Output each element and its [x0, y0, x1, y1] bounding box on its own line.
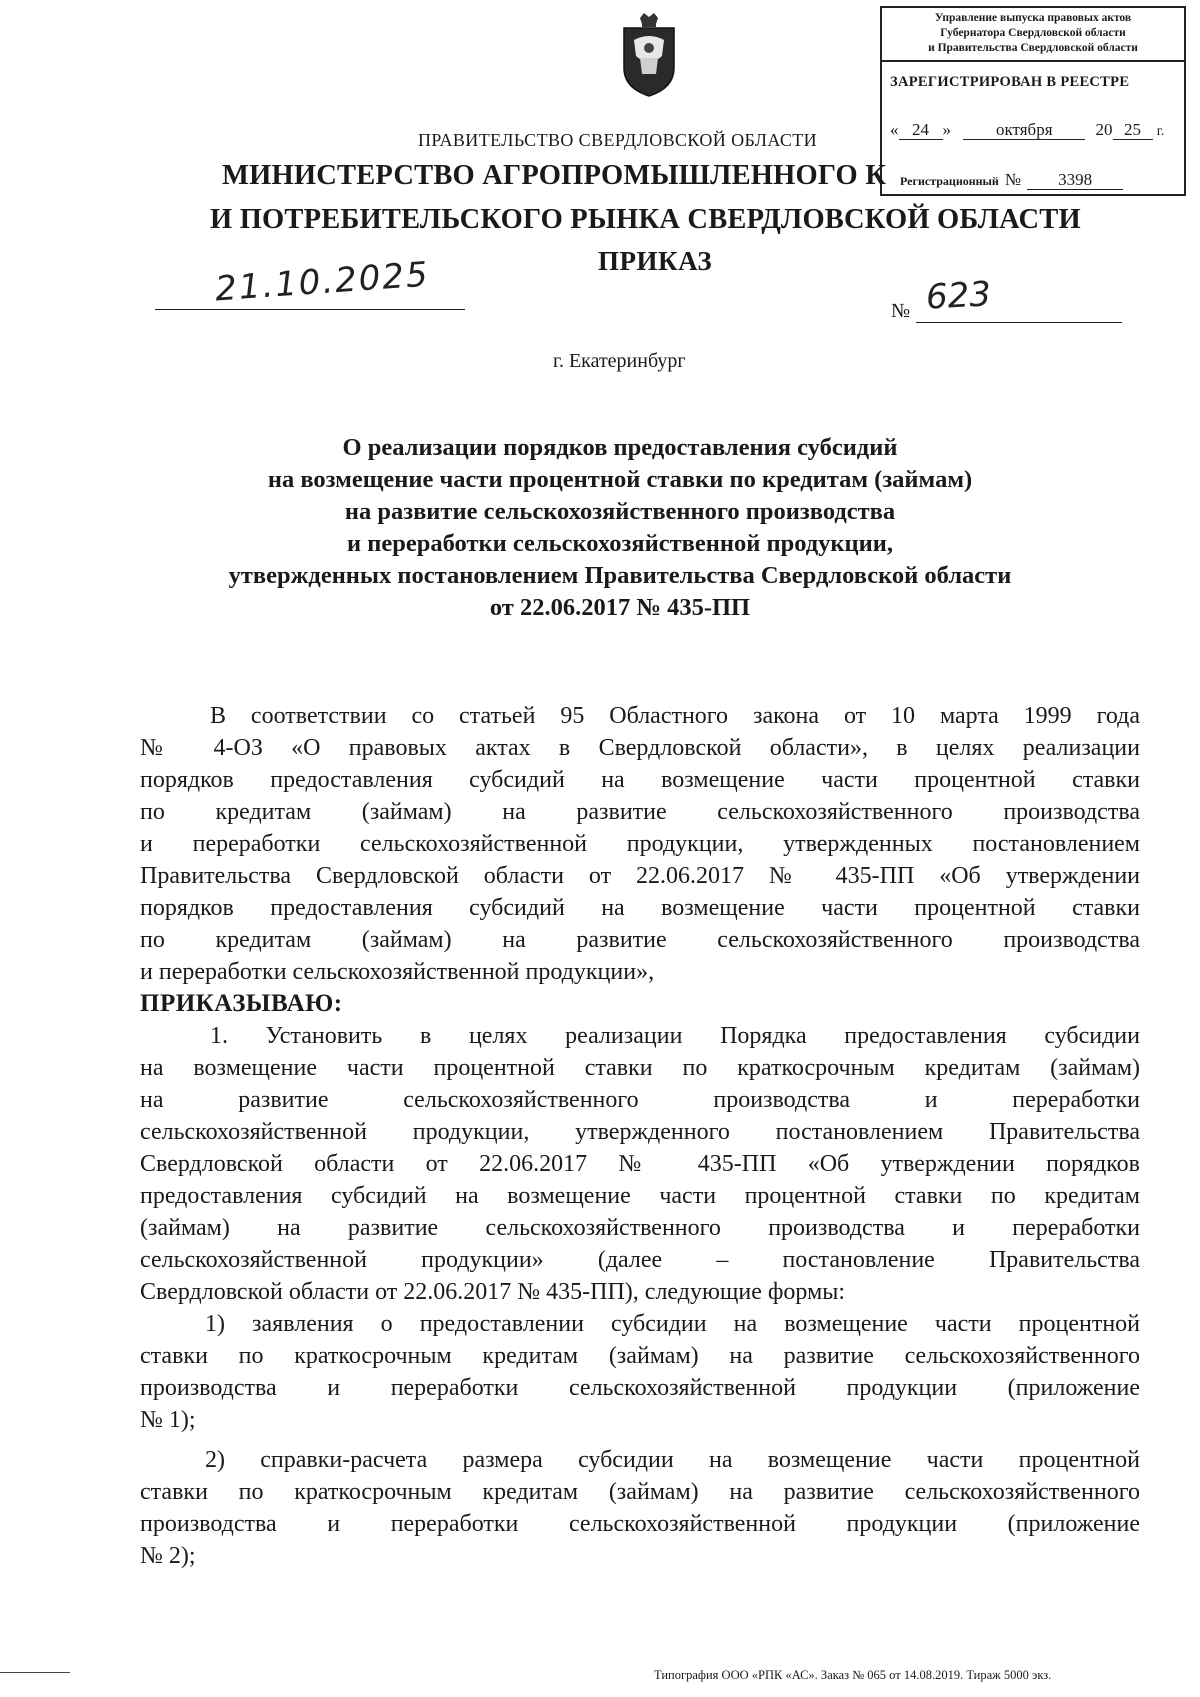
stamp-month: октября — [963, 121, 1085, 140]
number-label: № — [891, 300, 911, 322]
sub-item-1: 1) заявления о предоставлении субсидии на возмещение части процентной ставки по краткосрочным кредитам (займам) на развитие сельскохозяйственного производства и переработки сельскохозяйственной продукции (приложение № 1); — [140, 1311, 1140, 1433]
stamp-date: « 24 » октября 20 25 г. — [890, 120, 1165, 139]
ministry-name-line-2: И ПОТРЕБИТЕЛЬСКОГО РЫНКА СВЕРДЛОВСКОЙ ОБЛАСТИ — [210, 204, 1081, 235]
printer-footer: Типография ООО «РПК «АС». Заказ № 065 от 14.08.2019. Тираж 5000 экз. — [654, 1668, 1052, 1682]
city: г. Екатеринбург — [553, 350, 686, 372]
item-1: 1. Установить в целях реализации Порядка предоставления субсидии на возмещение части процентной ставки по краткосрочным кредитам (займам) на развитие сельскохозяйственного производства и переработки сельскохозяйственной продукции, утвержденного постановлением Правительства Свердловской области от 22.06.2017 № 435-ПП «Об утверждении порядков предоставления субсидий на возмещение части процентной ставки по кредитам (займам) на развитие сельскохозяйственного производства и переработки сельскохозяйственной продукции» (далее – постановление Правительства Свердловской области от 22.06.2017 № 435-ПП), следующие формы: — [140, 1023, 1140, 1305]
handwritten-date: 21.10.2025 — [213, 254, 431, 310]
handwritten-number: 623 — [924, 274, 992, 318]
stamp-header: Управление выпуска правовых актов Губернатора Свердловской области и Правительства Свердловской области — [882, 8, 1184, 62]
footer-rule — [0, 1672, 70, 1673]
document-type: ПРИКАЗ — [598, 246, 713, 276]
order-word: ПРИКАЗЫВАЮ: — [140, 990, 343, 1017]
stamp-year: 25 — [1113, 121, 1153, 140]
document-body — [140, 700, 1140, 1572]
sub-item-2: 2) справки-расчета размера субсидии на возмещение части процентной ставки по краткосрочным кредитам (займам) на развитие сельскохозяйственного производства и переработки сельскохозяйственной продукции (приложение № 2); — [140, 1447, 1140, 1569]
registration-stamp — [880, 6, 1186, 196]
date-underline — [155, 309, 465, 310]
stamp-day: 24 — [899, 121, 943, 140]
stamp-number-value: 3398 — [1027, 171, 1123, 190]
number-underline — [916, 322, 1122, 323]
stamp-registration-number: Регистрационный № 3398 — [900, 170, 1123, 190]
document-title: О реализации порядков предоставления субсидий на возмещение части процентной ставки по кредитам (займам) на развитие сельскохозяйственного производства и переработки сельскохозяйственной продукции, утвержденных постановлением Правительства Свердловской области от 22.06.2017 № 435-ПП — [228, 434, 1012, 621]
coat-of-arms-icon — [618, 12, 680, 98]
preamble: В соответствии со статьей 95 Областного закона от 10 марта 1999 года № 4-ОЗ «О правовых актах в Свердловской области», в целях реализации порядков предоставления субсидий на возмещение части процентной ставки по кредитам (займам) на развитие сельскохозяйственного производства и переработки сельскохозяйственной продукции, утвержденных постановлением Правительства Свердловской области от 22.06.2017 № 435-ПП «Об утверждении порядков предоставления субсидий на возмещение части процентной ставки по кредитам (займам) на развитие сельскохозяйственного производства и переработки сельскохозяйственной продукции», — [140, 703, 1140, 985]
ministry-name-line-1: МИНИСТЕРСТВО АГРОПРОМЫШЛЕННОГО К — [222, 160, 887, 191]
stamp-registered-label: ЗАРЕГИСТРИРОВАН В РЕЕСТРЕ — [890, 74, 1130, 90]
government-name: ПРАВИТЕЛЬСТВО СВЕРДЛОВСКОЙ ОБЛАСТИ — [418, 130, 818, 150]
